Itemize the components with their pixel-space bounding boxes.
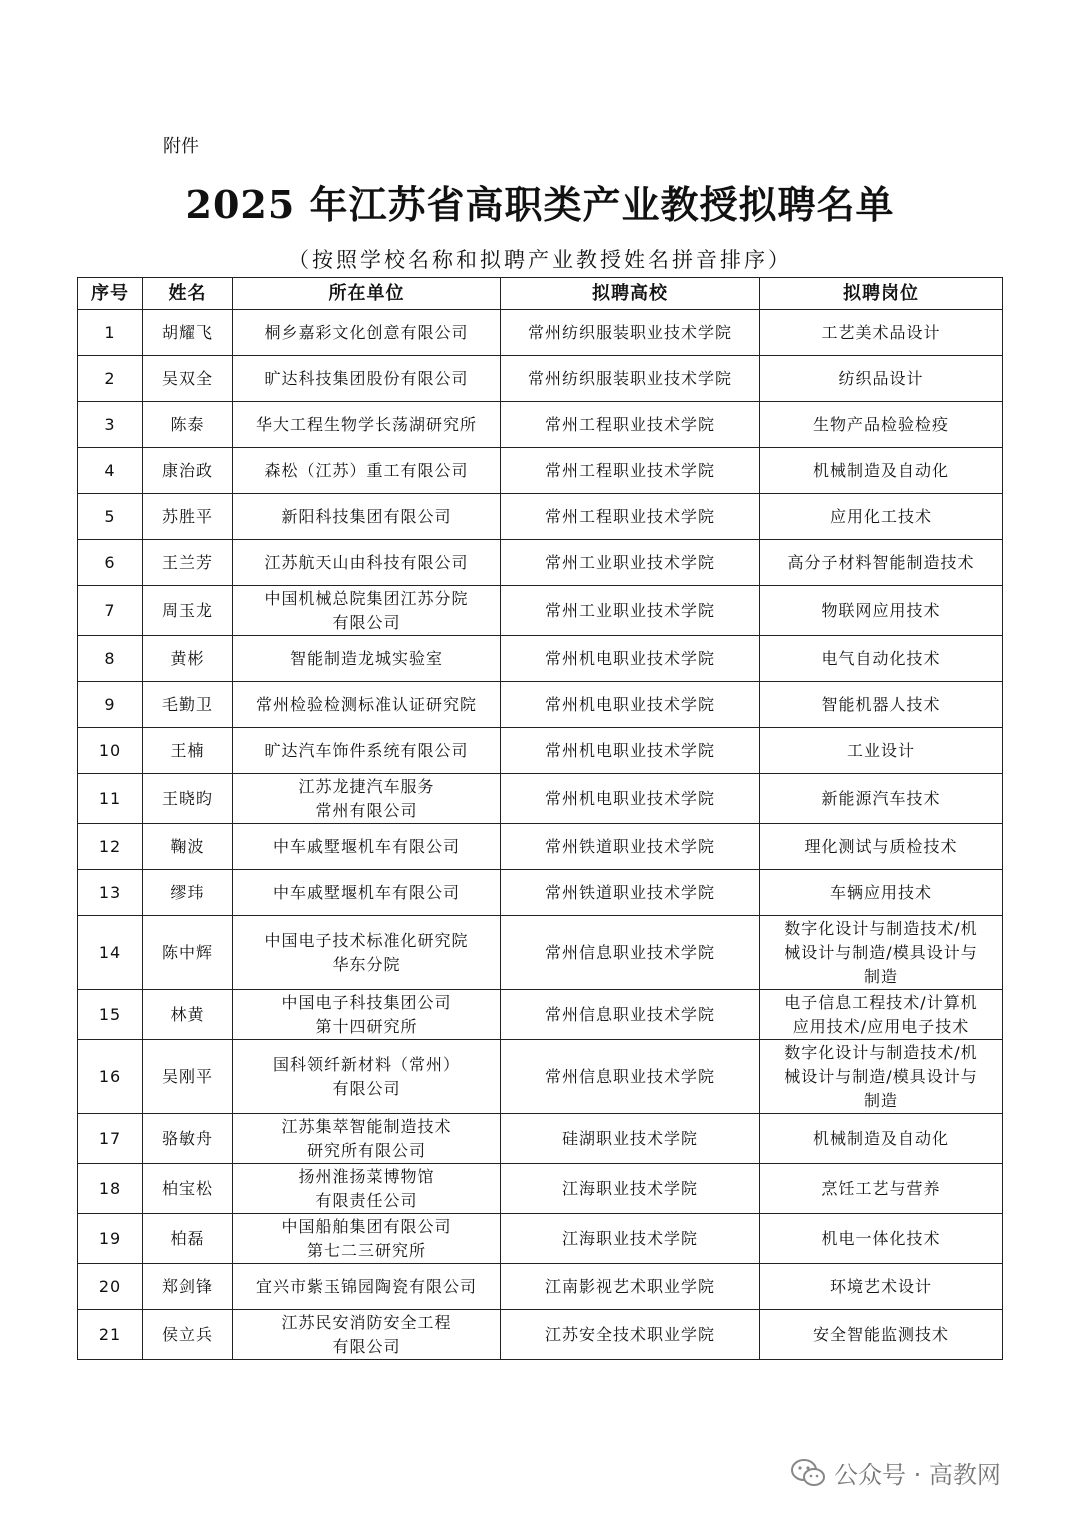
cell-post-line: 械设计与制造/模具设计与	[784, 942, 978, 962]
table-row	[78, 1264, 1003, 1310]
cell-no: 10	[78, 728, 143, 774]
cell-unit-line: 江苏集萃智能制造技术	[281, 1116, 452, 1136]
cell-post	[760, 540, 1003, 586]
cell-no: 11	[78, 774, 143, 824]
cell-school: 江南影视艺术职业学院	[501, 1264, 760, 1310]
cell-school: 常州铁道职业技术学院	[501, 870, 760, 916]
cell-name: 黄彬	[143, 636, 233, 682]
cell-unit-line: 桐乡嘉彩文化创意有限公司	[264, 322, 469, 342]
cell-unit	[233, 494, 501, 540]
cell-unit-line: 江苏航天山由科技有限公司	[264, 552, 469, 572]
cell-name: 周玉龙	[143, 586, 233, 636]
cell-name: 缪玮	[143, 870, 233, 916]
cell-unit-line: 有限公司	[332, 612, 401, 632]
column-header-school: 拟聘高校	[501, 278, 760, 310]
cell-post	[760, 728, 1003, 774]
cell-post-line: 制造	[863, 966, 898, 986]
cell-unit-line: 有限公司	[332, 1078, 401, 1098]
cell-post	[760, 402, 1003, 448]
cell-unit-line: 中车戚墅堰机车有限公司	[272, 882, 460, 902]
cell-name: 吴双全	[143, 356, 233, 402]
cell-post-line: 机械制造及自动化	[812, 1128, 949, 1148]
cell-school: 常州纺织服装职业技术学院	[501, 356, 760, 402]
cell-post	[760, 1164, 1003, 1214]
cell-no: 15	[78, 990, 143, 1040]
cell-no: 20	[78, 1264, 143, 1310]
cell-school: 常州机电职业技术学院	[501, 636, 760, 682]
table-row	[78, 402, 1003, 448]
table-row	[78, 448, 1003, 494]
cell-unit-line: 森松（江苏）重工有限公司	[264, 460, 469, 480]
cell-no: 21	[78, 1310, 143, 1360]
table-row	[78, 636, 1003, 682]
cell-no: 3	[78, 402, 143, 448]
cell-unit	[233, 1164, 501, 1214]
cell-school: 常州工程职业技术学院	[501, 448, 760, 494]
watermark	[790, 1455, 1001, 1490]
table-body	[78, 310, 1003, 1360]
cell-post-line: 理化测试与质检技术	[804, 836, 958, 856]
cell-unit-line: 常州有限公司	[315, 800, 418, 820]
cell-school: 硅湖职业技术学院	[501, 1114, 760, 1164]
cell-no: 7	[78, 586, 143, 636]
cell-unit	[233, 774, 501, 824]
cell-post-line: 高分子材料智能制造技术	[787, 552, 975, 572]
table-row	[78, 916, 1003, 990]
cell-name: 林黄	[143, 990, 233, 1040]
table-row	[78, 540, 1003, 586]
cell-name: 康治政	[143, 448, 233, 494]
cell-school: 常州机电职业技术学院	[501, 774, 760, 824]
table-row	[78, 1114, 1003, 1164]
cell-name: 鞠波	[143, 824, 233, 870]
cell-school: 常州机电职业技术学院	[501, 682, 760, 728]
cell-unit	[233, 916, 501, 990]
cell-post	[760, 1264, 1003, 1310]
cell-no: 12	[78, 824, 143, 870]
cell-no: 16	[78, 1040, 143, 1114]
table-row	[78, 1310, 1003, 1360]
cell-unit-line: 有限责任公司	[315, 1190, 418, 1210]
cell-unit	[233, 990, 501, 1040]
table-row	[78, 870, 1003, 916]
table-row	[78, 494, 1003, 540]
cell-name: 吴刚平	[143, 1040, 233, 1114]
page-subtitle: （按照学校名称和拟聘产业教授姓名拼音排序）	[288, 248, 792, 272]
cell-no: 9	[78, 682, 143, 728]
cell-post	[760, 1114, 1003, 1164]
cell-school: 常州机电职业技术学院	[501, 728, 760, 774]
cell-no: 5	[78, 494, 143, 540]
cell-post-line: 电气自动化技术	[821, 648, 941, 668]
cell-unit-line: 旷达科技集团股份有限公司	[264, 368, 469, 388]
cell-school: 常州工程职业技术学院	[501, 494, 760, 540]
table-header-row	[78, 278, 1003, 310]
cell-post	[760, 774, 1003, 824]
cell-post-line: 环境艺术设计	[829, 1276, 932, 1296]
attachment-label: 附件	[163, 136, 199, 157]
cell-unit	[233, 682, 501, 728]
cell-unit-line: 华大工程生物学长荡湖研究所	[255, 414, 477, 434]
cell-school: 常州信息职业技术学院	[501, 916, 760, 990]
cell-no: 13	[78, 870, 143, 916]
cell-post-line: 机电一体化技术	[821, 1228, 941, 1248]
cell-unit	[233, 1264, 501, 1310]
cell-unit-line: 中国机械总院集团江苏分院	[264, 588, 469, 608]
cell-school: 江苏安全技术职业学院	[501, 1310, 760, 1360]
column-header-unit: 所在单位	[233, 278, 501, 310]
cell-post-line: 工艺美术品设计	[821, 322, 941, 342]
cell-unit-line: 扬州淮扬菜博物馆	[298, 1166, 435, 1186]
table-row	[78, 774, 1003, 824]
cell-unit-line: 第七二三研究所	[306, 1240, 426, 1260]
cell-post-line: 新能源汽车技术	[821, 788, 941, 808]
cell-post-line: 械设计与制造/模具设计与	[784, 1066, 978, 1086]
cell-unit-line: 宜兴市紫玉锦园陶瓷有限公司	[255, 1276, 477, 1296]
cell-no: 6	[78, 540, 143, 586]
column-header-no: 序号	[78, 278, 143, 310]
cell-unit-line: 常州检验检测标准认证研究院	[255, 694, 477, 714]
cell-post	[760, 356, 1003, 402]
cell-post	[760, 824, 1003, 870]
cell-name: 柏磊	[143, 1214, 233, 1264]
cell-post-line: 电子信息工程技术/计算机	[784, 992, 978, 1012]
cell-no: 8	[78, 636, 143, 682]
cell-post	[760, 586, 1003, 636]
cell-school: 江海职业技术学院	[501, 1214, 760, 1264]
cell-unit-line: 华东分院	[332, 954, 401, 974]
watermark-text: 公众号 · 高教网	[834, 1461, 1001, 1489]
table-row	[78, 1214, 1003, 1264]
cell-post-line: 物联网应用技术	[821, 600, 941, 620]
cell-unit	[233, 586, 501, 636]
cell-post	[760, 1040, 1003, 1114]
page-title: 2025 年江苏省高职类产业教授拟聘名单	[185, 182, 895, 227]
cell-unit	[233, 1214, 501, 1264]
cell-unit-line: 研究所有限公司	[306, 1140, 426, 1160]
cell-post	[760, 310, 1003, 356]
cell-school: 江海职业技术学院	[501, 1164, 760, 1214]
column-header-name: 姓名	[143, 278, 233, 310]
cell-no: 1	[78, 310, 143, 356]
cell-post-line: 车辆应用技术	[829, 882, 932, 902]
cell-unit	[233, 1310, 501, 1360]
cell-no: 19	[78, 1214, 143, 1264]
cell-name: 陈中辉	[143, 916, 233, 990]
cell-name: 王晓昀	[143, 774, 233, 824]
cell-post	[760, 682, 1003, 728]
cell-name: 胡耀飞	[143, 310, 233, 356]
cell-post-line: 应用技术/应用电子技术	[792, 1016, 970, 1036]
cell-post	[760, 916, 1003, 990]
cell-post-line: 数字化设计与制造技术/机	[784, 1042, 978, 1062]
cell-post-line: 智能机器人技术	[821, 694, 941, 714]
cell-unit	[233, 540, 501, 586]
cell-unit-line: 江苏民安消防安全工程	[281, 1312, 452, 1332]
cell-unit-line: 中国船舶集团有限公司	[281, 1216, 452, 1236]
cell-unit-line: 中国电子技术标准化研究院	[264, 930, 469, 950]
cell-unit-line: 第十四研究所	[315, 1016, 418, 1036]
cell-post-line: 机械制造及自动化	[812, 460, 949, 480]
appointment-table	[77, 277, 1003, 1360]
cell-post	[760, 448, 1003, 494]
table-row	[78, 310, 1003, 356]
cell-name: 苏胜平	[143, 494, 233, 540]
cell-no: 18	[78, 1164, 143, 1214]
table-row	[78, 824, 1003, 870]
cell-no: 4	[78, 448, 143, 494]
cell-post-line: 数字化设计与制造技术/机	[784, 918, 978, 938]
column-header-post: 拟聘岗位	[760, 278, 1003, 310]
cell-unit-line: 江苏龙捷汽车服务	[298, 776, 435, 796]
cell-unit	[233, 310, 501, 356]
cell-post-line: 生物产品检验检疫	[812, 414, 949, 434]
cell-post	[760, 1310, 1003, 1360]
table-row	[78, 682, 1003, 728]
cell-name: 王楠	[143, 728, 233, 774]
cell-unit-line: 中国电子科技集团公司	[281, 992, 452, 1012]
cell-school: 常州铁道职业技术学院	[501, 824, 760, 870]
cell-name: 侯立兵	[143, 1310, 233, 1360]
cell-name: 柏宝松	[143, 1164, 233, 1214]
cell-school: 常州工程职业技术学院	[501, 402, 760, 448]
cell-unit	[233, 636, 501, 682]
cell-unit	[233, 728, 501, 774]
cell-post	[760, 870, 1003, 916]
cell-name: 陈泰	[143, 402, 233, 448]
cell-post-line: 制造	[863, 1090, 898, 1110]
cell-no: 17	[78, 1114, 143, 1164]
cell-no: 2	[78, 356, 143, 402]
cell-school: 常州信息职业技术学院	[501, 1040, 760, 1114]
cell-no: 14	[78, 916, 143, 990]
cell-name: 王兰芳	[143, 540, 233, 586]
cell-post-line: 纺织品设计	[838, 368, 924, 388]
cell-unit	[233, 356, 501, 402]
cell-unit	[233, 448, 501, 494]
cell-unit-line: 旷达汽车饰件系统有限公司	[264, 740, 469, 760]
cell-post-line: 烹饪工艺与营养	[821, 1178, 941, 1198]
cell-school: 常州工业职业技术学院	[501, 540, 760, 586]
cell-post	[760, 636, 1003, 682]
cell-post	[760, 494, 1003, 540]
cell-unit	[233, 870, 501, 916]
table-row	[78, 728, 1003, 774]
table-row	[78, 1164, 1003, 1214]
cell-unit	[233, 402, 501, 448]
cell-name: 郑剑锋	[143, 1264, 233, 1310]
cell-unit	[233, 1040, 501, 1114]
cell-school: 常州信息职业技术学院	[501, 990, 760, 1040]
cell-post-line: 安全智能监测技术	[812, 1324, 949, 1344]
cell-post-line: 应用化工技术	[829, 506, 932, 526]
cell-unit-line: 中车戚墅堰机车有限公司	[272, 836, 460, 856]
cell-school: 常州纺织服装职业技术学院	[501, 310, 760, 356]
cell-post	[760, 990, 1003, 1040]
cell-unit-line: 国科领纤新材料（常州）	[272, 1054, 460, 1074]
wechat-icon	[790, 1458, 826, 1488]
table-row	[78, 990, 1003, 1040]
cell-unit-line: 新阳科技集团有限公司	[281, 506, 452, 526]
table-row	[78, 1040, 1003, 1114]
cell-name: 毛勤卫	[143, 682, 233, 728]
table-row	[78, 586, 1003, 636]
cell-school: 常州工业职业技术学院	[501, 586, 760, 636]
cell-post	[760, 1214, 1003, 1264]
cell-name: 骆敏舟	[143, 1114, 233, 1164]
cell-unit-line: 智能制造龙城实验室	[289, 648, 443, 668]
cell-unit	[233, 1114, 501, 1164]
cell-post-line: 工业设计	[846, 740, 915, 760]
table-row	[78, 356, 1003, 402]
cell-unit	[233, 824, 501, 870]
cell-unit-line: 有限公司	[332, 1336, 401, 1356]
